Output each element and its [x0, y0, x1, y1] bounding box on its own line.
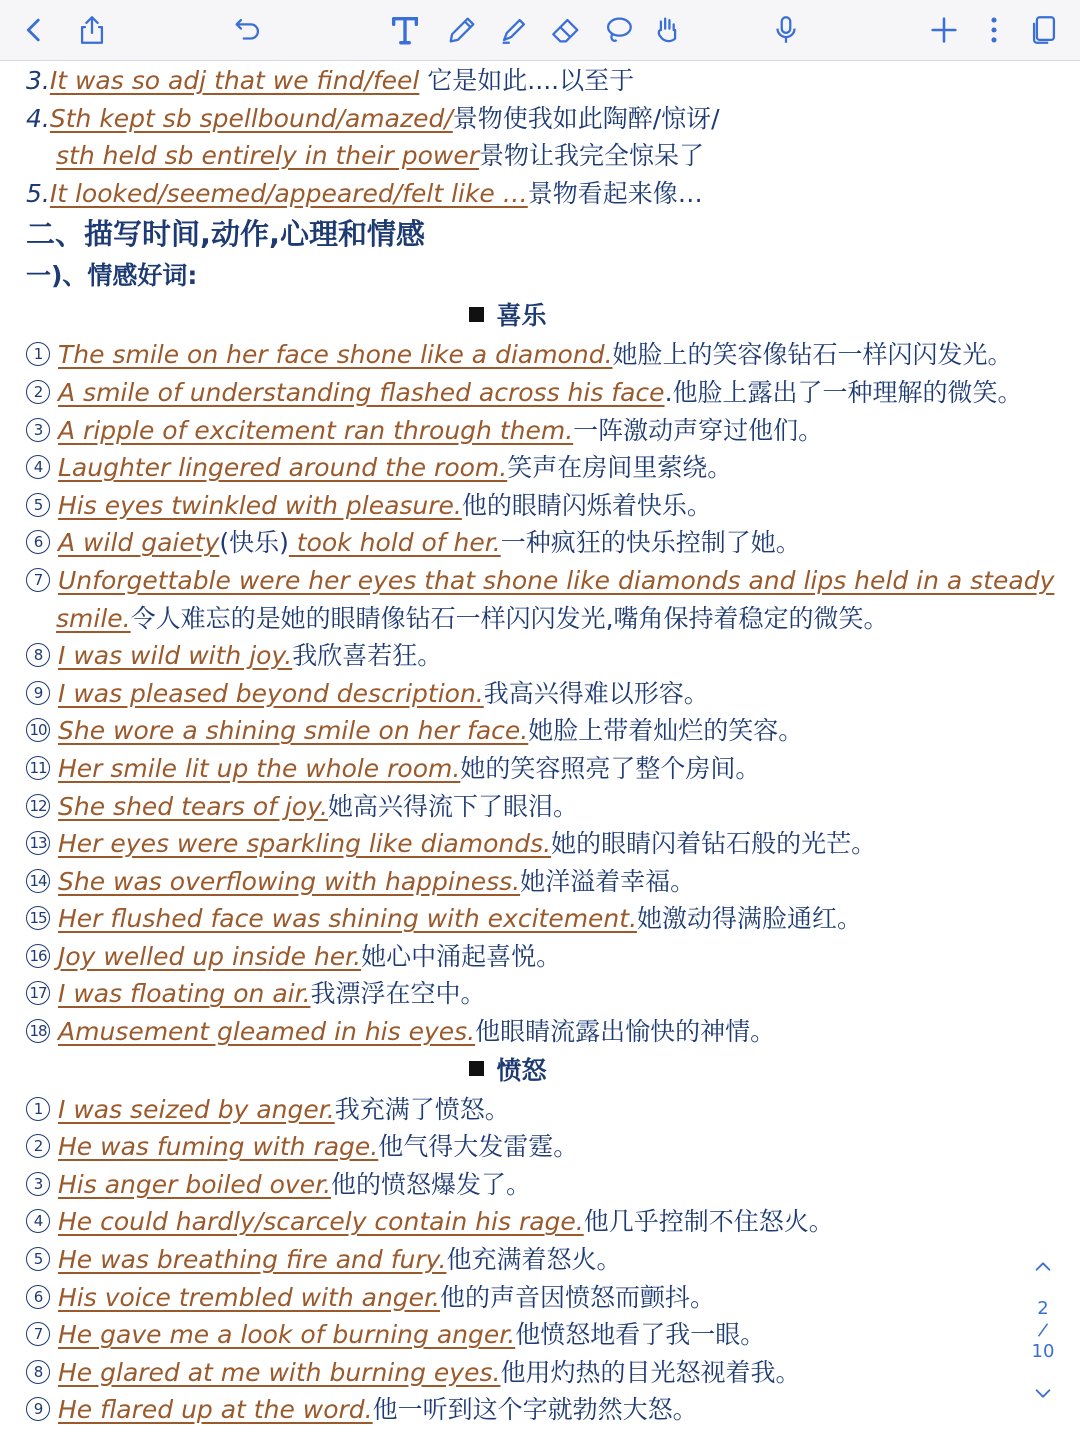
item-number: 3.: [26, 66, 50, 95]
chinese-translation: 我欣喜若狂。: [292, 641, 443, 671]
hand-icon[interactable]: [648, 10, 688, 50]
pages-icon[interactable]: [1024, 10, 1064, 50]
item-number: 9: [26, 681, 50, 705]
english-phrase: It looked/seemed/appeared/felt like …: [49, 178, 528, 208]
chinese-translation: 她脸上带着灿烂的笑容。: [528, 716, 804, 746]
english-phrase: He glared at me with burning eyes.: [58, 1357, 501, 1387]
square-bullet-icon: [469, 1061, 484, 1076]
chinese-translation: 她的笑容照亮了整个房间。: [460, 753, 761, 783]
chinese-translation: 景物看起来像…: [527, 178, 703, 208]
phrase-line: [26, 336, 1013, 374]
phrase-line: [26, 975, 990, 1013]
chinese-translation: 他的愤怒爆发了。: [331, 1169, 532, 1199]
phrase-line: [26, 1241, 990, 1279]
item-number: 1: [26, 342, 50, 366]
english-phrase: A wild gaiety: [58, 528, 220, 558]
chinese-translation: 他用灼热的目光怒视着我。: [500, 1357, 801, 1387]
page-divider: [1018, 1319, 1068, 1341]
phrase-line: [26, 788, 990, 826]
phrase-line: [26, 1316, 990, 1354]
chinese-translation: 她脸上的笑容像钻石一样闪闪发光。: [612, 340, 1013, 370]
section-heading: 二、描写时间,动作,心理和情感: [26, 217, 426, 252]
item-number: 16: [26, 944, 50, 968]
page-navigator: [1018, 1250, 1068, 1420]
more-icon[interactable]: [974, 10, 1014, 50]
item-number: 3: [26, 1172, 50, 1196]
current-page: 2: [1037, 1298, 1049, 1319]
highlighter-icon[interactable]: [494, 10, 534, 50]
phrase-line: [26, 1279, 990, 1317]
english-phrase: Her smile lit up the whole room.: [58, 753, 461, 783]
subsection-heading: 一)、情感好词:: [26, 261, 198, 291]
phrase-line: [26, 1166, 990, 1204]
undo-icon[interactable]: [228, 10, 268, 50]
phrase-line: [26, 600, 990, 638]
chinese-translation: 他一听到这个字就勃然大怒。: [372, 1395, 698, 1425]
chinese-translation: 笑声在房间里萦绕。: [507, 453, 733, 483]
total-pages: 10: [1031, 1341, 1055, 1362]
chinese-translation: 他气得大发雷霆。: [378, 1132, 579, 1162]
chinese-translation: 他的声音因愤怒而颤抖。: [439, 1282, 715, 1312]
item-number: 9: [26, 1397, 50, 1421]
phrase-line: [26, 175, 990, 213]
chinese-translation: 我充满了愤怒。: [334, 1094, 510, 1124]
phrase-line: [26, 675, 990, 713]
english-phrase: He was fuming with rage.: [58, 1132, 379, 1162]
category-title-anger: [26, 1051, 990, 1091]
english-phrase: Joy welled up inside her.: [58, 941, 362, 971]
chinese-translation: 一种疯狂的快乐控制了她。: [500, 528, 801, 558]
phrase-line: [26, 712, 990, 750]
english-phrase: A smile of understanding flashed across his face: [58, 377, 665, 407]
item-number: 8: [26, 643, 50, 667]
item-number: 17: [26, 981, 50, 1005]
eraser-icon[interactable]: [546, 10, 586, 50]
square-bullet-icon: [469, 307, 484, 322]
pen-icon[interactable]: [442, 10, 482, 50]
category-title-text: 愤怒: [496, 1055, 547, 1085]
item-number: 4.: [26, 103, 50, 133]
anger-phrase-list: [26, 1091, 990, 1429]
english-phrase: She was overflowing with happiness.: [58, 866, 521, 896]
phrase-line: [26, 825, 990, 863]
phrase-line: [26, 1203, 990, 1241]
category-title-text: 喜乐: [496, 301, 547, 331]
english-phrase: The smile on her face shone like a diamond.: [58, 340, 613, 370]
english-phrase: A ripple of excitement ran through them.: [58, 415, 574, 445]
add-icon[interactable]: [924, 10, 964, 50]
english-phrase: I was seized by anger.: [58, 1094, 335, 1124]
item-number: 8: [26, 1360, 50, 1384]
item-number: 4: [26, 1209, 50, 1233]
item-number: 6: [26, 530, 50, 554]
item-number: 5: [26, 1247, 50, 1271]
english-phrase: She wore a shining smile on her face.: [58, 716, 529, 746]
item-number: 5.: [26, 178, 50, 208]
item-number: 1: [26, 1097, 50, 1121]
mic-icon[interactable]: [766, 10, 806, 50]
phrase-line: [26, 938, 990, 976]
chinese-translation: 景物使我如此陶醉/惊讶/: [452, 103, 720, 133]
english-phrase: He could hardly/scarcely contain his rage.: [58, 1207, 584, 1237]
phrase-line: [26, 449, 990, 487]
phrase-line: [26, 374, 1023, 412]
chinese-translation: 她的眼睛闪着钻石般的光芒。: [551, 829, 877, 859]
item-number: 6: [26, 1285, 50, 1309]
chinese-translation: 景物让我完全惊呆了: [478, 141, 704, 171]
english-phrase: I was floating on air.: [58, 979, 311, 1009]
item-number: 4: [26, 455, 50, 479]
category-title-joy: [26, 296, 990, 336]
english-phrase: Amusement gleamed in his eyes.: [58, 1017, 476, 1047]
chinese-translation: 一阵激动声穿过他们。: [573, 415, 824, 445]
english-phrase: He flared up at the word.: [58, 1395, 373, 1425]
chinese-translation: 她高兴得流下了眼泪。: [327, 791, 578, 821]
english-phrase: Unforgettable were her eyes that shone like diamonds and lips held in a steady: [58, 565, 1055, 595]
phrase-line: [26, 62, 990, 100]
chinese-translation: .他脸上露出了一种理解的微笑。: [664, 377, 1023, 407]
item-number: 18: [26, 1019, 50, 1043]
phrase-line: [26, 1354, 990, 1392]
english-phrase: His voice trembled with anger.: [58, 1282, 440, 1312]
english-phrase: His eyes twinkled with pleasure.: [58, 490, 462, 520]
english-phrase: Laughter lingered around the room.: [58, 453, 508, 483]
chinese-translation: 他的眼睛闪烁着快乐。: [461, 490, 712, 520]
item-number: 7: [26, 568, 50, 592]
phrase-line: [26, 1128, 990, 1166]
english-phrase: His anger boiled over.: [58, 1169, 332, 1199]
chinese-translation: 他愤怒地看了我一眼。: [515, 1320, 766, 1350]
phrase-line: [26, 1391, 990, 1429]
english-phrase: Her flushed face was shining with excitement.: [58, 904, 638, 934]
chinese-translation: 他几乎控制不住怒火。: [583, 1207, 834, 1237]
chinese-translation: 她洋溢着幸福。: [520, 866, 696, 896]
item-number: 10: [26, 718, 50, 742]
english-phrase: It was so adj that we find/feel: [49, 66, 420, 95]
lasso-icon[interactable]: [598, 10, 638, 50]
phrase-line: [26, 100, 990, 138]
item-number: 2: [26, 1134, 50, 1158]
phrase-line: [26, 524, 990, 562]
item-number: 5: [26, 493, 50, 517]
chinese-translation: 我漂浮在空中。: [310, 979, 486, 1009]
english-phrase: I was wild with joy.: [58, 641, 293, 671]
item-number: 3: [26, 418, 50, 442]
page-down-icon[interactable]: [1018, 1376, 1068, 1410]
phrase-line: [26, 412, 990, 450]
page-up-icon[interactable]: [1018, 1250, 1068, 1284]
chinese-translation: 她心中涌起喜悦。: [361, 941, 562, 971]
phrase-line: [26, 137, 990, 175]
english-phrase: I was pleased beyond description.: [58, 678, 484, 708]
inline-gloss: (快乐): [219, 528, 289, 558]
chinese-translation: 他眼睛流露出愉快的神情。: [475, 1017, 776, 1047]
phrase-line: [26, 1091, 990, 1129]
chinese-translation: 他充满着怒火。: [446, 1245, 622, 1275]
chinese-translation: 令人难忘的是她的眼睛像钻石一样闪闪发光,嘴角保持着稳定的微笑。: [130, 603, 889, 633]
english-phrase: smile.: [56, 603, 131, 633]
chinese-translation: 它是如此....以至于: [419, 66, 635, 95]
item-number: 7: [26, 1322, 50, 1346]
item-number: 12: [26, 794, 50, 818]
text-icon[interactable]: [385, 10, 425, 50]
phrase-line: [26, 487, 990, 525]
phrase-line: [26, 562, 1055, 600]
english-phrase: Sth kept sb spellbound/amazed/: [49, 103, 453, 133]
phrase-line: [26, 637, 990, 675]
phrase-line: [26, 750, 990, 788]
phrase-line: [26, 863, 990, 901]
english-phrase: She shed tears of joy.: [58, 791, 328, 821]
item-number: 15: [26, 906, 50, 930]
phrase-line: [26, 900, 990, 938]
document-page: [26, 62, 1055, 1429]
english-phrase: He was breathing fire and fury.: [58, 1245, 447, 1275]
english-phrase: sth held sb entirely in their power: [56, 141, 479, 171]
phrase-line: [26, 1013, 990, 1051]
toolbar: [0, 0, 1080, 61]
joy-phrase-list: [26, 336, 1055, 1050]
item-number: 2: [26, 380, 50, 404]
item-number: 11: [26, 756, 50, 780]
back-icon[interactable]: [14, 10, 54, 50]
english-phrase: Her eyes were sparkling like diamonds.: [58, 829, 552, 859]
chinese-translation: 她激动得满脸通红。: [637, 904, 863, 934]
english-phrase: He gave me a look of burning anger.: [58, 1320, 516, 1350]
item-number: 13: [26, 831, 50, 855]
chinese-translation: 我高兴得难以形容。: [483, 678, 709, 708]
item-number: 14: [26, 869, 50, 893]
share-icon[interactable]: [72, 10, 112, 50]
english-phrase: took hold of her.: [288, 528, 501, 558]
